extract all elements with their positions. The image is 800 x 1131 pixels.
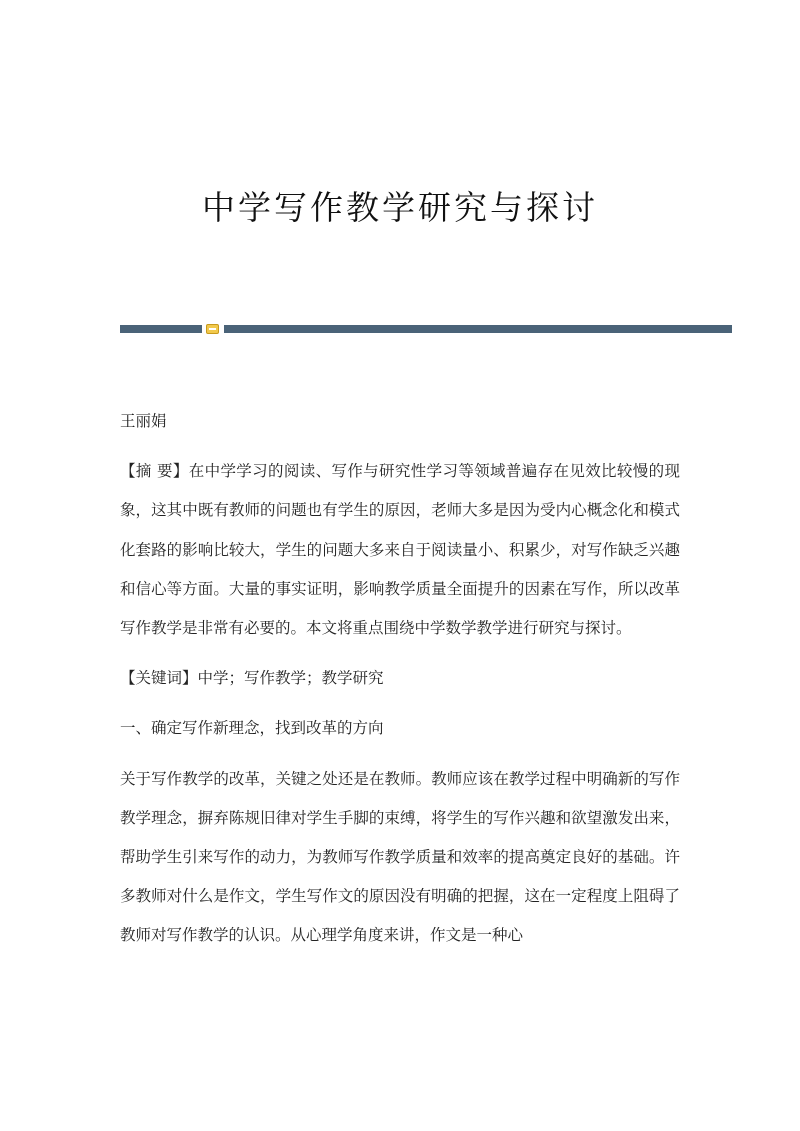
abstract-label: 【摘 要】 <box>120 462 189 481</box>
divider-ornament-icon <box>206 324 219 334</box>
keywords-text: 中学；写作教学；教学研究 <box>197 669 384 688</box>
author-name: 王丽娟 <box>120 412 167 430</box>
document-body <box>120 402 680 967</box>
abstract-text: 在中学学习的阅读、写作与研究性学习等领域普遍存在见效比较慢的现象，这其中既有教师的问题也有学生的原因，老师大多是因为受内心概念化和模式化套路的影响比较大，学生的问题大多来自于阅读量小、积累少，对写作缺乏兴趣和信心等方面。大量的事实证明，影响教学质量全面提升的因素在写作，所以改革写作教学是非常有必要的。本文将重点围绕中学数学教学进行研究与探讨。 <box>120 462 680 638</box>
keywords-paragraph <box>120 659 680 698</box>
section-heading: 一、确定写作新理念，找到改革的方向 <box>120 719 384 738</box>
page-title: 中学写作教学研究与探讨 <box>202 188 598 227</box>
section-paragraph: 关于写作教学的改革，关键之处还是在教师。教师应该在教学过程中明确新的写作教学理念，摒弃陈规旧律对学生手脚的束缚，将学生的写作兴趣和欲望激发出来，帮助学生引来写作的动力，为教师写作教学质量和效率的提高奠定良好的基础。许多教师对什么是作文，学生写作文的原因没有明确的把握，这在一定程度上阻碍了教师对写作教学的认识。从心理学角度来讲，作文是一种心 <box>120 769 680 945</box>
title-divider <box>120 325 732 333</box>
keywords-label: 【关键词】 <box>120 669 198 688</box>
divider-right-segment <box>224 325 732 333</box>
abstract-paragraph <box>120 452 680 648</box>
divider-left-segment <box>120 325 202 333</box>
